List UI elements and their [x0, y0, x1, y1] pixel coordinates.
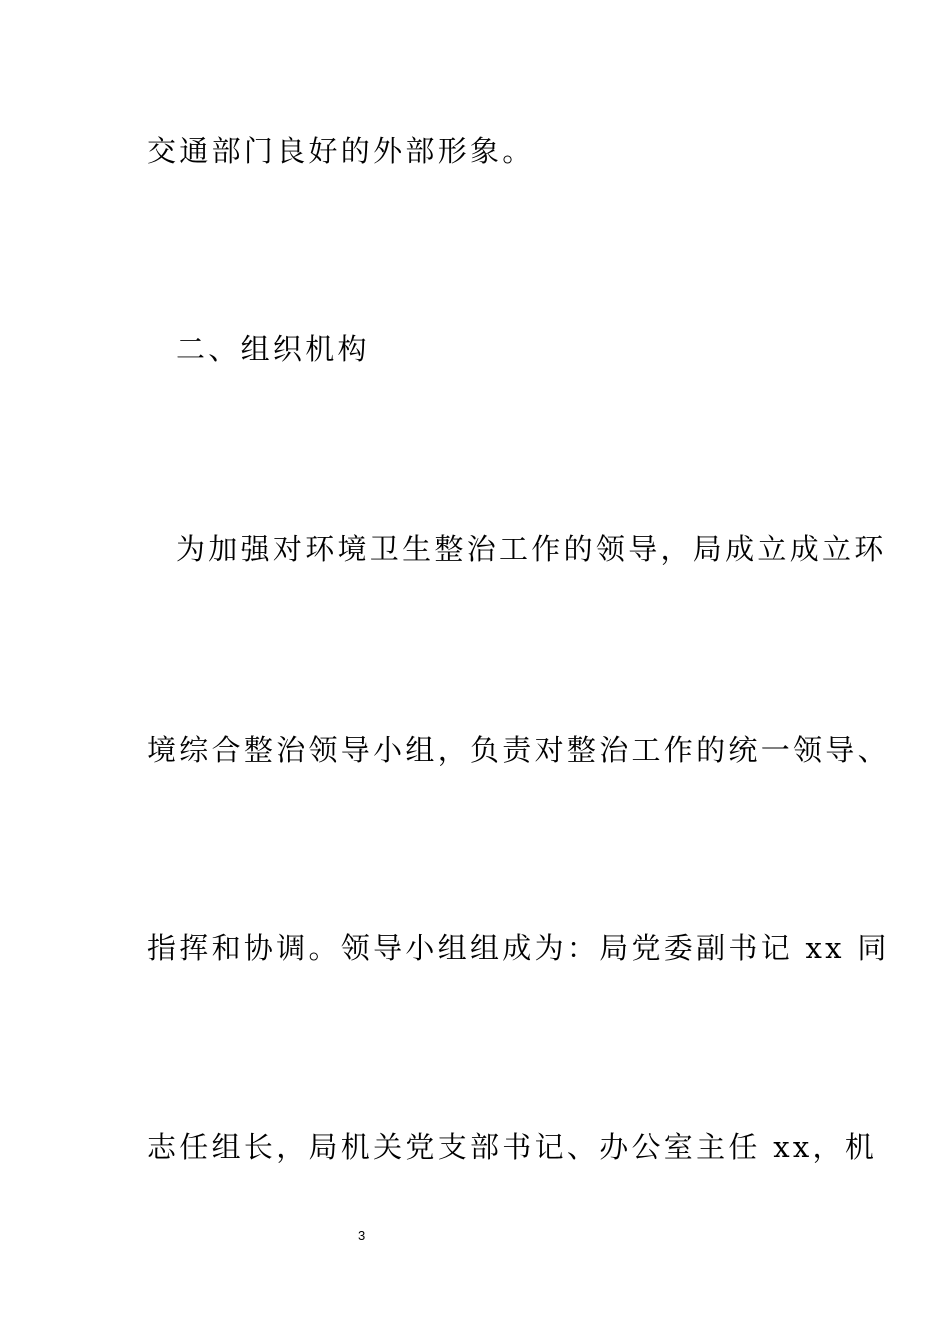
body-text-line: 为加强对环境卫生整治工作的领导，局成立成立环 — [176, 532, 887, 566]
body-text-line: 志任组长，局机关党支部书记、办公室主任 xx，机 — [147, 1130, 878, 1164]
section-heading: 二、组织机构 — [176, 332, 370, 366]
body-text-line: 指挥和协调。领导小组组成为：局党委副书记 xx 同 — [147, 931, 890, 965]
body-text-line: 交通部门良好的外部形象。 — [147, 134, 535, 168]
body-text-line: 境综合整治领导小组，负责对整治工作的统一领导、 — [147, 733, 890, 767]
page-number: 3 — [358, 1228, 366, 1243]
